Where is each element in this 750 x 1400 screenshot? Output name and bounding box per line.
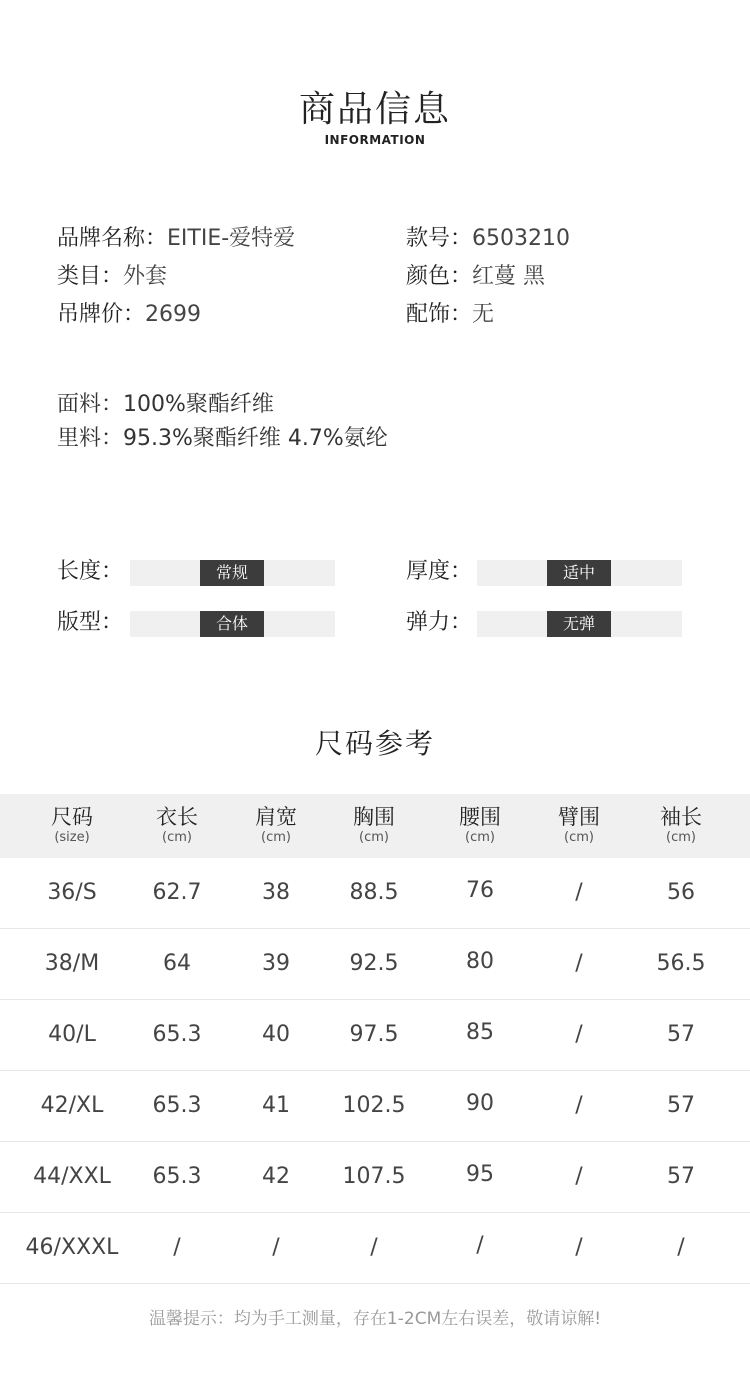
column-header-name: 肩宽: [255, 805, 297, 829]
table-cell: 107.5: [342, 1164, 406, 1189]
column-header: [631, 804, 731, 846]
table-cell: 46/XXXL: [25, 1235, 119, 1260]
elasticity-bar: [477, 611, 682, 637]
column-header-unit: (cm): [564, 830, 594, 845]
table-cell: /: [476, 1233, 484, 1258]
table-cell: 57: [667, 1022, 695, 1047]
table-cell: /: [173, 1235, 181, 1260]
table-cell: 40: [262, 1022, 290, 1047]
table-cell: /: [272, 1235, 280, 1260]
category-value: 外套: [123, 264, 168, 289]
table-cell: 65.3: [152, 1093, 202, 1118]
length-label: 长度：: [57, 559, 124, 584]
table-cell: 65.3: [152, 1022, 202, 1047]
table-row: [0, 1000, 750, 1071]
thickness-value-tag: 适中: [547, 560, 611, 586]
length-bar: [130, 560, 335, 586]
table-row: [0, 1142, 750, 1213]
accessory-row: [406, 300, 494, 330]
table-cell: 95: [466, 1162, 494, 1187]
column-header-name: 腰围: [459, 805, 501, 829]
column-header-name: 衣长: [156, 805, 198, 829]
fit-bar: [130, 611, 335, 637]
elasticity-label: 弹力：: [406, 610, 473, 635]
style-number-row: [406, 224, 570, 254]
fabric-outer: 面料：100%聚酯纤维: [57, 392, 274, 417]
table-cell: 40/L: [48, 1022, 96, 1047]
elasticity-value-tag: 无弹: [547, 611, 611, 637]
table-cell: 57: [667, 1093, 695, 1118]
thickness-bar: [477, 560, 682, 586]
length-value-tag: 常规: [200, 560, 264, 586]
price-label: 吊牌价：: [57, 302, 146, 327]
table-cell: 39: [262, 951, 290, 976]
column-header-unit: (cm): [465, 830, 495, 845]
table-cell: 42: [262, 1164, 290, 1189]
column-header-name: 尺码: [51, 805, 93, 829]
thickness-label: 厚度：: [406, 559, 473, 584]
table-row: [0, 929, 750, 1000]
color-row: [406, 262, 545, 292]
column-header-unit: (cm): [359, 830, 389, 845]
table-cell: 92.5: [349, 951, 399, 976]
table-cell: /: [575, 1164, 583, 1189]
table-cell: 62.7: [152, 880, 202, 905]
table-cell: 38: [262, 880, 290, 905]
measurement-note: 温馨提示：均为手工测量，存在1-2CM左右误差，敬请谅解!: [148, 1309, 602, 1329]
brand-label: 品牌名称：: [57, 226, 168, 251]
table-cell: 56.5: [656, 951, 706, 976]
style-number-label: 款号：: [406, 226, 473, 251]
table-cell: 44/XXL: [33, 1164, 111, 1189]
column-header: [226, 804, 326, 846]
size-table: [0, 794, 750, 1284]
column-header: [22, 804, 122, 846]
table-cell: 57: [667, 1164, 695, 1189]
page-title: 商品信息: [298, 89, 451, 130]
style-number-value: 6503210: [472, 226, 570, 251]
table-cell: 90: [466, 1091, 494, 1116]
brand-value: EITIE-爱特爱: [167, 226, 296, 251]
table-row: [0, 858, 750, 929]
fit-value-tag: 合体: [200, 611, 264, 637]
column-header: [127, 804, 227, 846]
table-cell: 41: [262, 1093, 290, 1118]
accessory-label: 配饰：: [406, 302, 473, 327]
page-subtitle: INFORMATION: [324, 133, 426, 147]
table-row: [0, 1213, 750, 1284]
column-header: [430, 804, 530, 846]
table-cell: /: [370, 1235, 378, 1260]
accessory-value: 无: [472, 302, 495, 327]
table-cell: 38/M: [44, 951, 100, 976]
fabric-lining: 里料：95.3%聚酯纤维 4.7%氨纶: [57, 426, 388, 451]
table-cell: 85: [466, 1020, 494, 1045]
column-header: [324, 804, 424, 846]
column-header-unit: (cm): [666, 830, 696, 845]
size-table-body: [0, 858, 750, 1284]
table-cell: 65.3: [152, 1164, 202, 1189]
column-header-unit: (size): [54, 830, 90, 845]
color-label: 颜色：: [406, 264, 473, 289]
size-table-header: [0, 794, 750, 858]
column-header-name: 胸围: [353, 805, 395, 829]
column-header-unit: (cm): [162, 830, 192, 845]
size-chart-title: 尺码参考: [314, 727, 435, 760]
price-value: 2699: [145, 302, 202, 327]
table-cell: 97.5: [349, 1022, 399, 1047]
color-value: 红蔓 黑: [472, 264, 546, 289]
table-cell: 36/S: [47, 880, 97, 905]
fit-label: 版型：: [57, 610, 124, 635]
category-row: [57, 262, 167, 292]
table-cell: /: [677, 1235, 685, 1260]
table-cell: /: [575, 1235, 583, 1260]
category-label: 类目：: [57, 264, 124, 289]
price-row: [57, 300, 201, 330]
table-cell: /: [575, 1093, 583, 1118]
column-header-name: 臂围: [558, 805, 600, 829]
column-header-name: 袖长: [660, 805, 702, 829]
table-cell: 76: [466, 878, 494, 903]
table-cell: 42/XL: [40, 1093, 104, 1118]
table-cell: 56: [667, 880, 695, 905]
table-row: [0, 1071, 750, 1142]
brand-row: [57, 224, 295, 254]
table-cell: /: [575, 880, 583, 905]
column-header-unit: (cm): [261, 830, 291, 845]
table-cell: 64: [163, 951, 191, 976]
table-cell: /: [575, 1022, 583, 1047]
table-cell: 88.5: [349, 880, 399, 905]
column-header: [529, 804, 629, 846]
table-cell: /: [575, 951, 583, 976]
table-cell: 102.5: [342, 1093, 406, 1118]
table-cell: 80: [466, 949, 494, 974]
